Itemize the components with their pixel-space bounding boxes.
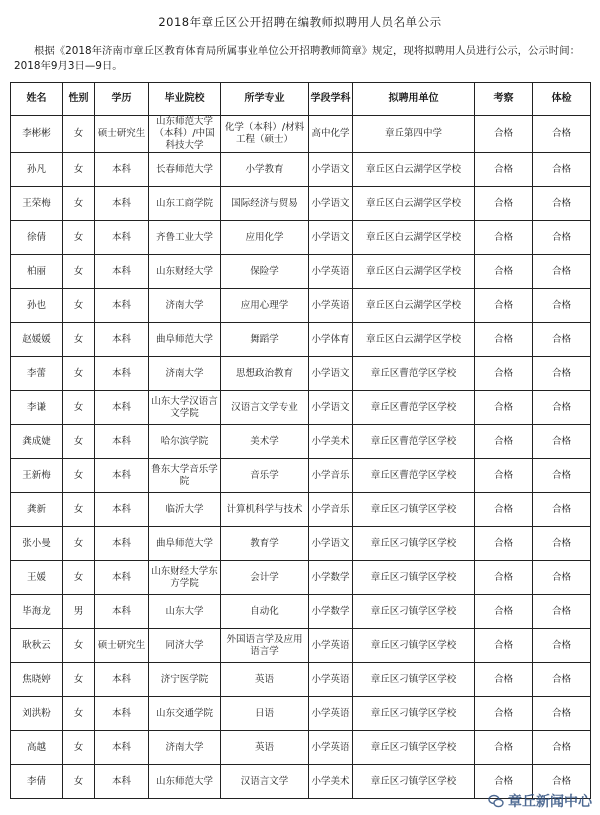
table-cell: 小学数学 (309, 595, 353, 629)
table-row (11, 323, 591, 357)
table-cell: 合格 (533, 255, 591, 289)
table-cell: 合格 (475, 187, 533, 221)
table-cell: 合格 (475, 289, 533, 323)
table-cell: 合格 (475, 561, 533, 595)
table-row (11, 221, 591, 255)
table-cell: 硕士研究生 (95, 116, 149, 153)
table-cell: 女 (63, 425, 95, 459)
table-row (11, 116, 591, 153)
table-cell: 章丘区刁镇学区学校 (353, 629, 475, 663)
table-cell: 国际经济与贸易 (221, 187, 309, 221)
table-cell: 女 (63, 116, 95, 153)
table-cell: 耿秋云 (11, 629, 63, 663)
table-cell: 柏丽 (11, 255, 63, 289)
table-cell: 小学语文 (309, 221, 353, 255)
table-cell: 女 (63, 493, 95, 527)
table-cell: 硕士研究生 (95, 629, 149, 663)
table-cell: 女 (63, 255, 95, 289)
table-cell: 本科 (95, 289, 149, 323)
column-header: 姓名 (11, 83, 63, 116)
table-cell: 章丘区刁镇学区学校 (353, 765, 475, 799)
table-cell: 同济大学 (149, 629, 221, 663)
table-cell: 本科 (95, 561, 149, 595)
watermark-text: 章丘新闻中心 (508, 794, 592, 810)
table-cell: 小学英语 (309, 629, 353, 663)
table-cell: 合格 (533, 425, 591, 459)
table-cell: 本科 (95, 459, 149, 493)
table-cell: 应用化学 (221, 221, 309, 255)
table-cell: 合格 (475, 493, 533, 527)
table-row (11, 425, 591, 459)
table-cell: 合格 (533, 731, 591, 765)
column-header: 毕业院校 (149, 83, 221, 116)
table-cell: 山东财经大学 (149, 255, 221, 289)
table-row (11, 663, 591, 697)
table-cell: 女 (63, 187, 95, 221)
table-cell: 化学（本科）/材料工程（硕士） (221, 116, 309, 153)
table-cell: 本科 (95, 527, 149, 561)
table-cell: 合格 (533, 323, 591, 357)
page-title: 2018年章丘区公开招聘在编教师拟聘用人员名单公示 (158, 15, 442, 29)
table-cell: 合格 (475, 697, 533, 731)
table-cell: 临沂大学 (149, 493, 221, 527)
table-cell: 本科 (95, 187, 149, 221)
table-cell: 本科 (95, 391, 149, 425)
table-cell: 本科 (95, 493, 149, 527)
table-cell: 舞蹈学 (221, 323, 309, 357)
table-cell: 合格 (533, 116, 591, 153)
table-cell: 李彬彬 (11, 116, 63, 153)
table-cell: 合格 (533, 459, 591, 493)
table-cell: 保险学 (221, 255, 309, 289)
watermark (488, 791, 592, 811)
table-row (11, 391, 591, 425)
table-cell: 本科 (95, 221, 149, 255)
table-cell: 本科 (95, 697, 149, 731)
table-row (11, 357, 591, 391)
table-cell: 济南大学 (149, 731, 221, 765)
table-cell: 王媛 (11, 561, 63, 595)
table-cell: 小学数学 (309, 561, 353, 595)
table-cell: 章丘区白云湖学区学校 (353, 187, 475, 221)
table-cell: 高中化学 (309, 116, 353, 153)
column-header: 拟聘用单位 (353, 83, 475, 116)
table-cell: 音乐学 (221, 459, 309, 493)
table-cell: 山东交通学院 (149, 697, 221, 731)
table-cell: 应用心理学 (221, 289, 309, 323)
table-row (11, 289, 591, 323)
table-cell: 哈尔滨学院 (149, 425, 221, 459)
table-row (11, 629, 591, 663)
table-cell: 济南大学 (149, 357, 221, 391)
table-row (11, 697, 591, 731)
table-cell: 自动化 (221, 595, 309, 629)
wechat-icon (488, 793, 504, 809)
table-cell: 女 (63, 459, 95, 493)
table-cell: 小学英语 (309, 663, 353, 697)
table-cell: 男 (63, 595, 95, 629)
table-cell: 合格 (533, 357, 591, 391)
table-cell: 章丘区曹范学区学校 (353, 425, 475, 459)
table-cell: 合格 (533, 289, 591, 323)
table-cell: 合格 (475, 629, 533, 663)
table-cell: 龚成婕 (11, 425, 63, 459)
table-cell: 孙也 (11, 289, 63, 323)
table-cell: 女 (63, 629, 95, 663)
table-cell: 英语 (221, 663, 309, 697)
table-cell: 李蕾 (11, 357, 63, 391)
table-cell: 章丘第四中学 (353, 116, 475, 153)
table-cell: 李谦 (11, 391, 63, 425)
table-cell: 汉语言文学专业 (221, 391, 309, 425)
table-cell: 毕海龙 (11, 595, 63, 629)
table-cell: 女 (63, 663, 95, 697)
table-cell: 思想政治教育 (221, 357, 309, 391)
table-cell: 小学美术 (309, 765, 353, 799)
table-row (11, 561, 591, 595)
table-row (11, 595, 591, 629)
table-cell: 山东大学 (149, 595, 221, 629)
roster-table (10, 82, 591, 799)
table-cell: 合格 (533, 629, 591, 663)
table-cell: 女 (63, 697, 95, 731)
table-cell: 小学英语 (309, 289, 353, 323)
table-cell: 山东师范大学 (149, 765, 221, 799)
table-cell: 小学音乐 (309, 493, 353, 527)
table-row (11, 731, 591, 765)
table-cell: 章丘区白云湖学区学校 (353, 255, 475, 289)
table-cell: 小学教育 (221, 153, 309, 187)
table-cell: 小学语文 (309, 153, 353, 187)
table-cell: 小学音乐 (309, 459, 353, 493)
column-header: 学历 (95, 83, 149, 116)
table-cell: 合格 (475, 663, 533, 697)
table-cell: 济南大学 (149, 289, 221, 323)
table-cell: 章丘区刁镇学区学校 (353, 561, 475, 595)
table-cell: 合格 (533, 153, 591, 187)
table-cell: 章丘区刁镇学区学校 (353, 731, 475, 765)
table-cell: 小学体育 (309, 323, 353, 357)
table-cell: 山东大学汉语言文学院 (149, 391, 221, 425)
table-cell: 高越 (11, 731, 63, 765)
table-cell: 小学语文 (309, 391, 353, 425)
table-cell: 王新梅 (11, 459, 63, 493)
table-cell: 合格 (533, 765, 591, 799)
column-header: 性别 (63, 83, 95, 116)
table-cell: 合格 (533, 595, 591, 629)
table-cell: 外国语言学及应用语言学 (221, 629, 309, 663)
table-cell: 章丘区刁镇学区学校 (353, 595, 475, 629)
table-cell: 合格 (475, 391, 533, 425)
table-cell: 合格 (475, 153, 533, 187)
table-row (11, 527, 591, 561)
table-cell: 齐鲁工业大学 (149, 221, 221, 255)
table-cell: 女 (63, 221, 95, 255)
table-cell: 日语 (221, 697, 309, 731)
table-cell: 女 (63, 561, 95, 595)
table-cell: 女 (63, 731, 95, 765)
table-cell: 小学英语 (309, 255, 353, 289)
table-cell: 本科 (95, 357, 149, 391)
table-cell: 刘洪粉 (11, 697, 63, 731)
table-row (11, 493, 591, 527)
table-cell: 女 (63, 357, 95, 391)
table-cell: 小学语文 (309, 357, 353, 391)
table-cell: 合格 (533, 221, 591, 255)
table-cell: 教育学 (221, 527, 309, 561)
table-cell: 长春师范大学 (149, 153, 221, 187)
table-cell: 章丘区刁镇学区学校 (353, 493, 475, 527)
table-cell: 章丘区曹范学区学校 (353, 357, 475, 391)
column-header: 考察 (475, 83, 533, 116)
table-cell: 李倩 (11, 765, 63, 799)
table-cell: 本科 (95, 425, 149, 459)
table-cell: 合格 (475, 255, 533, 289)
table-cell: 章丘区刁镇学区学校 (353, 697, 475, 731)
table-cell: 合格 (475, 595, 533, 629)
table-cell: 本科 (95, 765, 149, 799)
table-body (11, 116, 591, 799)
table-row (11, 187, 591, 221)
table-cell: 焦晓婷 (11, 663, 63, 697)
table-cell: 济宁医学院 (149, 663, 221, 697)
table-cell: 女 (63, 153, 95, 187)
table-cell: 山东师范大学（本科）/中国科技大学 (149, 116, 221, 153)
column-header: 所学专业 (221, 83, 309, 116)
table-cell: 合格 (475, 357, 533, 391)
table-cell: 合格 (533, 663, 591, 697)
table-cell: 王荣梅 (11, 187, 63, 221)
table-cell: 合格 (475, 221, 533, 255)
table-cell: 女 (63, 391, 95, 425)
column-header: 学段学科 (309, 83, 353, 116)
table-cell: 合格 (533, 561, 591, 595)
table-cell: 章丘区白云湖学区学校 (353, 323, 475, 357)
table-cell: 本科 (95, 663, 149, 697)
table-cell: 合格 (475, 323, 533, 357)
table-cell: 章丘区白云湖学区学校 (353, 153, 475, 187)
table-cell: 合格 (475, 459, 533, 493)
table-row (11, 255, 591, 289)
table-cell: 小学英语 (309, 731, 353, 765)
table-cell: 合格 (475, 116, 533, 153)
intro-paragraph: 根据《2018年济南市章丘区教育体育局所属事业单位公开招聘教师简章》规定，现将拟聘用人员进行公示，公示时间：2018年9月3日—9日。 (14, 45, 580, 72)
table-cell: 山东工商学院 (149, 187, 221, 221)
table-cell: 合格 (475, 731, 533, 765)
table-cell: 合格 (475, 765, 533, 799)
table-cell: 章丘区刁镇学区学校 (353, 663, 475, 697)
table-cell: 孙凡 (11, 153, 63, 187)
table-cell: 徐倩 (11, 221, 63, 255)
table-cell: 会计学 (221, 561, 309, 595)
table-cell: 本科 (95, 323, 149, 357)
table-cell: 合格 (533, 493, 591, 527)
table-cell: 本科 (95, 255, 149, 289)
table-cell: 合格 (533, 391, 591, 425)
table-cell: 本科 (95, 731, 149, 765)
table-cell: 合格 (475, 425, 533, 459)
table-cell: 章丘区白云湖学区学校 (353, 221, 475, 255)
table-cell: 小学语文 (309, 527, 353, 561)
table-cell: 英语 (221, 731, 309, 765)
table-cell: 赵媛媛 (11, 323, 63, 357)
column-header: 体检 (533, 83, 591, 116)
table-cell: 龚新 (11, 493, 63, 527)
table-cell: 章丘区曹范学区学校 (353, 459, 475, 493)
table-cell: 小学英语 (309, 697, 353, 731)
table-cell: 鲁东大学音乐学院 (149, 459, 221, 493)
table-cell: 章丘区白云湖学区学校 (353, 289, 475, 323)
table-cell: 本科 (95, 153, 149, 187)
header-row (11, 83, 591, 116)
table-cell: 张小曼 (11, 527, 63, 561)
table-cell: 女 (63, 527, 95, 561)
table-cell: 曲阜师范大学 (149, 323, 221, 357)
table-cell: 合格 (533, 527, 591, 561)
table-cell: 小学语文 (309, 187, 353, 221)
table-cell: 计算机科学与技术 (221, 493, 309, 527)
table-row (11, 459, 591, 493)
table-cell: 章丘区曹范学区学校 (353, 391, 475, 425)
table-cell: 合格 (533, 187, 591, 221)
table-cell: 汉语言文学 (221, 765, 309, 799)
table-row (11, 153, 591, 187)
table-cell: 小学美术 (309, 425, 353, 459)
table-cell: 曲阜师范大学 (149, 527, 221, 561)
table-cell: 女 (63, 323, 95, 357)
table-cell: 女 (63, 289, 95, 323)
table-cell: 美术学 (221, 425, 309, 459)
table-cell: 女 (63, 765, 95, 799)
table-cell: 山东财经大学东方学院 (149, 561, 221, 595)
table-cell: 合格 (533, 697, 591, 731)
table-cell: 章丘区刁镇学区学校 (353, 527, 475, 561)
table-cell: 本科 (95, 595, 149, 629)
table-cell: 合格 (475, 527, 533, 561)
